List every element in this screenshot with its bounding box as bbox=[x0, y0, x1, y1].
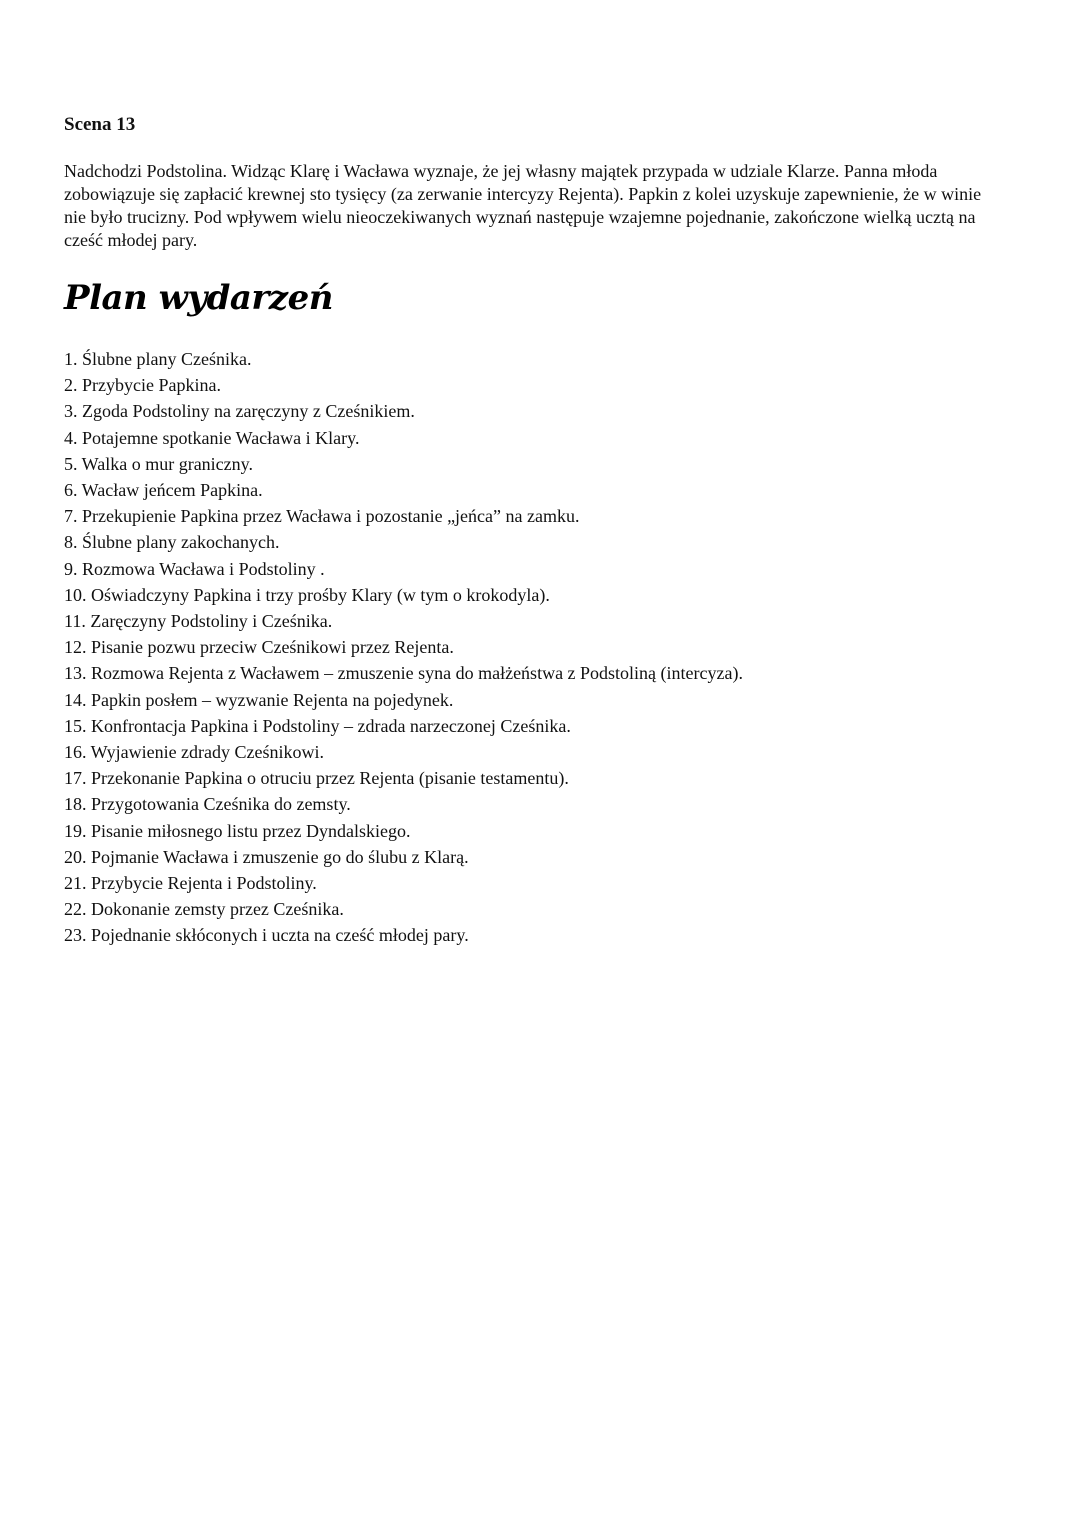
list-item: 14. Papkin posłem – wyzwanie Rejenta na pojedynek. bbox=[64, 689, 454, 710]
list-item: 2. Przybycie Papkina. bbox=[64, 375, 221, 396]
list-item: 11. Zaręczyny Podstoliny i Cześnika. bbox=[64, 611, 333, 632]
list-item: 4. Potajemne spotkanie Wacława i Klary. bbox=[64, 427, 360, 448]
plan-heading: Plan wydarzeń bbox=[64, 278, 333, 318]
list-item: 8. Ślubne plany zakochanych. bbox=[64, 532, 280, 553]
list-item: 7. Przekupienie Papkina przez Wacława i pozostanie „jeńca” na zamku. bbox=[64, 506, 580, 527]
list-item: 10. Oświadczyny Papkina i trzy prośby Klary (w tym o krokodyla). bbox=[64, 584, 550, 605]
scene-summary: Nadchodzi Podstolina. Widząc Klarę i Wacława wyznaje, że jej własny majątek przypada w udziale Klarze. Panna młoda zobowiązuje się zapłacić krewnej sto tysięcy (za zerwanie intercyzy Rejenta). Papkin z kolei uzyskuje zapewnienie, że w winie nie było trucizny. Pod wpływem wielu nieoczekiwanych wyznań następuje wzajemne pojednanie, zakończone wielką ucztą na cześć młodej pary. bbox=[64, 161, 982, 250]
list-item: 6. Wacław jeńcem Papkina. bbox=[64, 480, 263, 501]
list-item: 22. Dokonanie zemsty przez Cześnika. bbox=[64, 899, 344, 920]
list-item: 13. Rozmowa Rejenta z Wacławem – zmuszenie syna do małżeństwa z Podstoliną (intercyza). bbox=[64, 663, 743, 684]
list-item: 19. Pisanie miłosnego listu przez Dyndalskiego. bbox=[64, 820, 411, 841]
list-item: 5. Walka o mur graniczny. bbox=[64, 453, 253, 474]
list-item: 23. Pojednanie skłóconych i uczta na cześć młodej pary. bbox=[64, 925, 469, 946]
events-list bbox=[64, 346, 1024, 949]
list-item: 3. Zgoda Podstoliny na zaręczyny z Cześnikiem. bbox=[64, 401, 415, 422]
list-item: 20. Pojmanie Wacława i zmuszenie go do ślubu z Klarą. bbox=[64, 846, 469, 867]
list-item: 15. Konfrontacja Papkina i Podstoliny – zdrada narzeczonej Cześnika. bbox=[64, 715, 571, 736]
list-item: 1. Ślubne plany Cześnika. bbox=[64, 349, 252, 369]
list-item: 18. Przygotowania Cześnika do zemsty. bbox=[64, 794, 351, 815]
list-item: 17. Przekonanie Papkina o otruciu przez Rejenta (pisanie testamentu). bbox=[64, 768, 569, 789]
list-item: 21. Przybycie Rejenta i Podstoliny. bbox=[64, 873, 317, 894]
list-item: 9. Rozmowa Wacława i Podstoliny . bbox=[64, 558, 325, 579]
list-item: 16. Wyjawienie zdrady Cześnikowi. bbox=[64, 742, 325, 763]
scene-title: Scena 13 bbox=[64, 114, 136, 135]
list-item: 12. Pisanie pozwu przeciw Cześnikowi przez Rejenta. bbox=[64, 637, 454, 658]
